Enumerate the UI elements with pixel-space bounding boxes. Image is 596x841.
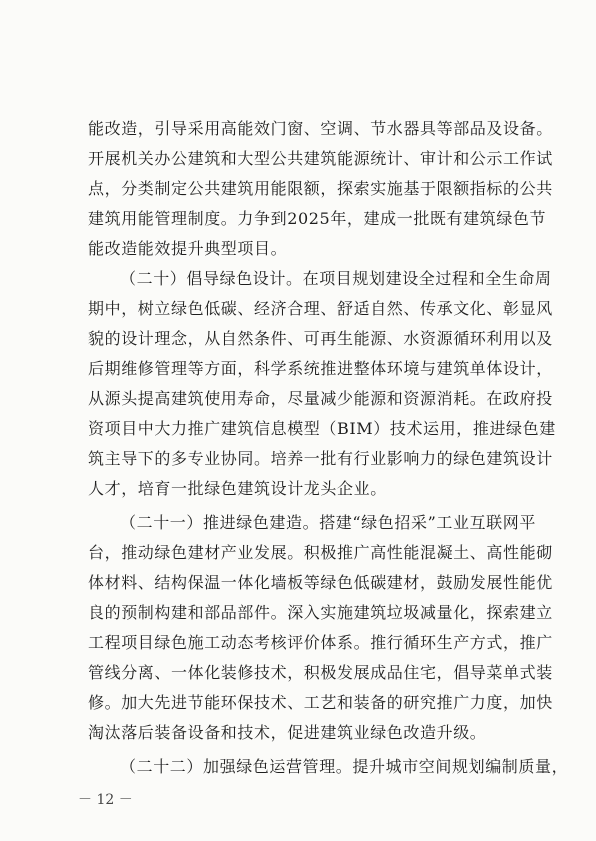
- text-line: 管线分离、一体化装修技术，积极发展成品住宅，倡导菜单式装: [88, 663, 553, 682]
- text-line: 建筑用能管理制度。力争到2025年，建成一批既有建筑绿色节: [88, 209, 547, 228]
- text-line: 淘汰落后装备设备和技术，促进建筑业绿色改造升级。: [88, 723, 487, 742]
- paragraph-20-heading-line: （二十）倡导绿色设计。在项目规划建设全过程和全生命周: [120, 269, 552, 288]
- text-line: 资项目中大力推广建筑信息模型（BIM）技术运用，推进绿色建: [88, 419, 556, 438]
- text-line: 期中，树立绿色低碳、经济合理、舒适自然、传承文化、彰显风: [88, 299, 553, 318]
- paragraph-21-heading-line: （二十一）推进绿色建造。搭建“绿色招采”工业互联网平: [120, 513, 536, 532]
- text-line: 能改造，引导采用高能效门窗、空调、节水器具等部品及设备。: [88, 119, 553, 138]
- text-line: 工程项目绿色施工动态考核评价体系。推行循环生产方式，推广: [88, 633, 553, 652]
- text-line: 点，分类制定公共建筑用能限额，探索实施基于限额指标的公共: [88, 179, 553, 198]
- page-number: － 12 －: [78, 792, 133, 808]
- text-line: 筑主导下的多专业协同。培养一批有行业影响力的绿色建筑设计: [88, 449, 553, 468]
- text-line: 开展机关办公建筑和大型公共建筑能源统计、审计和公示工作试: [88, 149, 553, 168]
- text-line: 后期维修管理等方面，科学系统推进整体环境与建筑单体设计，: [88, 359, 553, 378]
- text-line: 台，推动绿色建材产业发展。积极推广高性能混凝土、高性能砌: [88, 543, 553, 562]
- text-line: 良的预制构建和部品部件。深入实施建筑垃圾减量化，探索建立: [88, 603, 553, 622]
- text-line: 体材料、结构保温一体化墙板等绿色低碳建材，鼓励发展性能优: [88, 573, 553, 592]
- text-line: 从源头提高建筑使用寿命，尽量减少能源和资源消耗。在政府投: [88, 389, 553, 408]
- paragraph-22-heading-line: （二十二）加强绿色运营管理。提升城市空间规划编制质量，: [120, 757, 569, 776]
- text-line: 貌的设计理念，从自然条件、可再生能源、水资源循环利用以及: [88, 329, 553, 348]
- text-line: 人才，培育一批绿色建筑设计龙头企业。: [88, 479, 387, 498]
- text-line: 能改造能效提升典型项目。: [88, 239, 288, 258]
- text-line: 修。加大先进节能环保技术、工艺和装备的研究推广力度，加快: [88, 693, 553, 712]
